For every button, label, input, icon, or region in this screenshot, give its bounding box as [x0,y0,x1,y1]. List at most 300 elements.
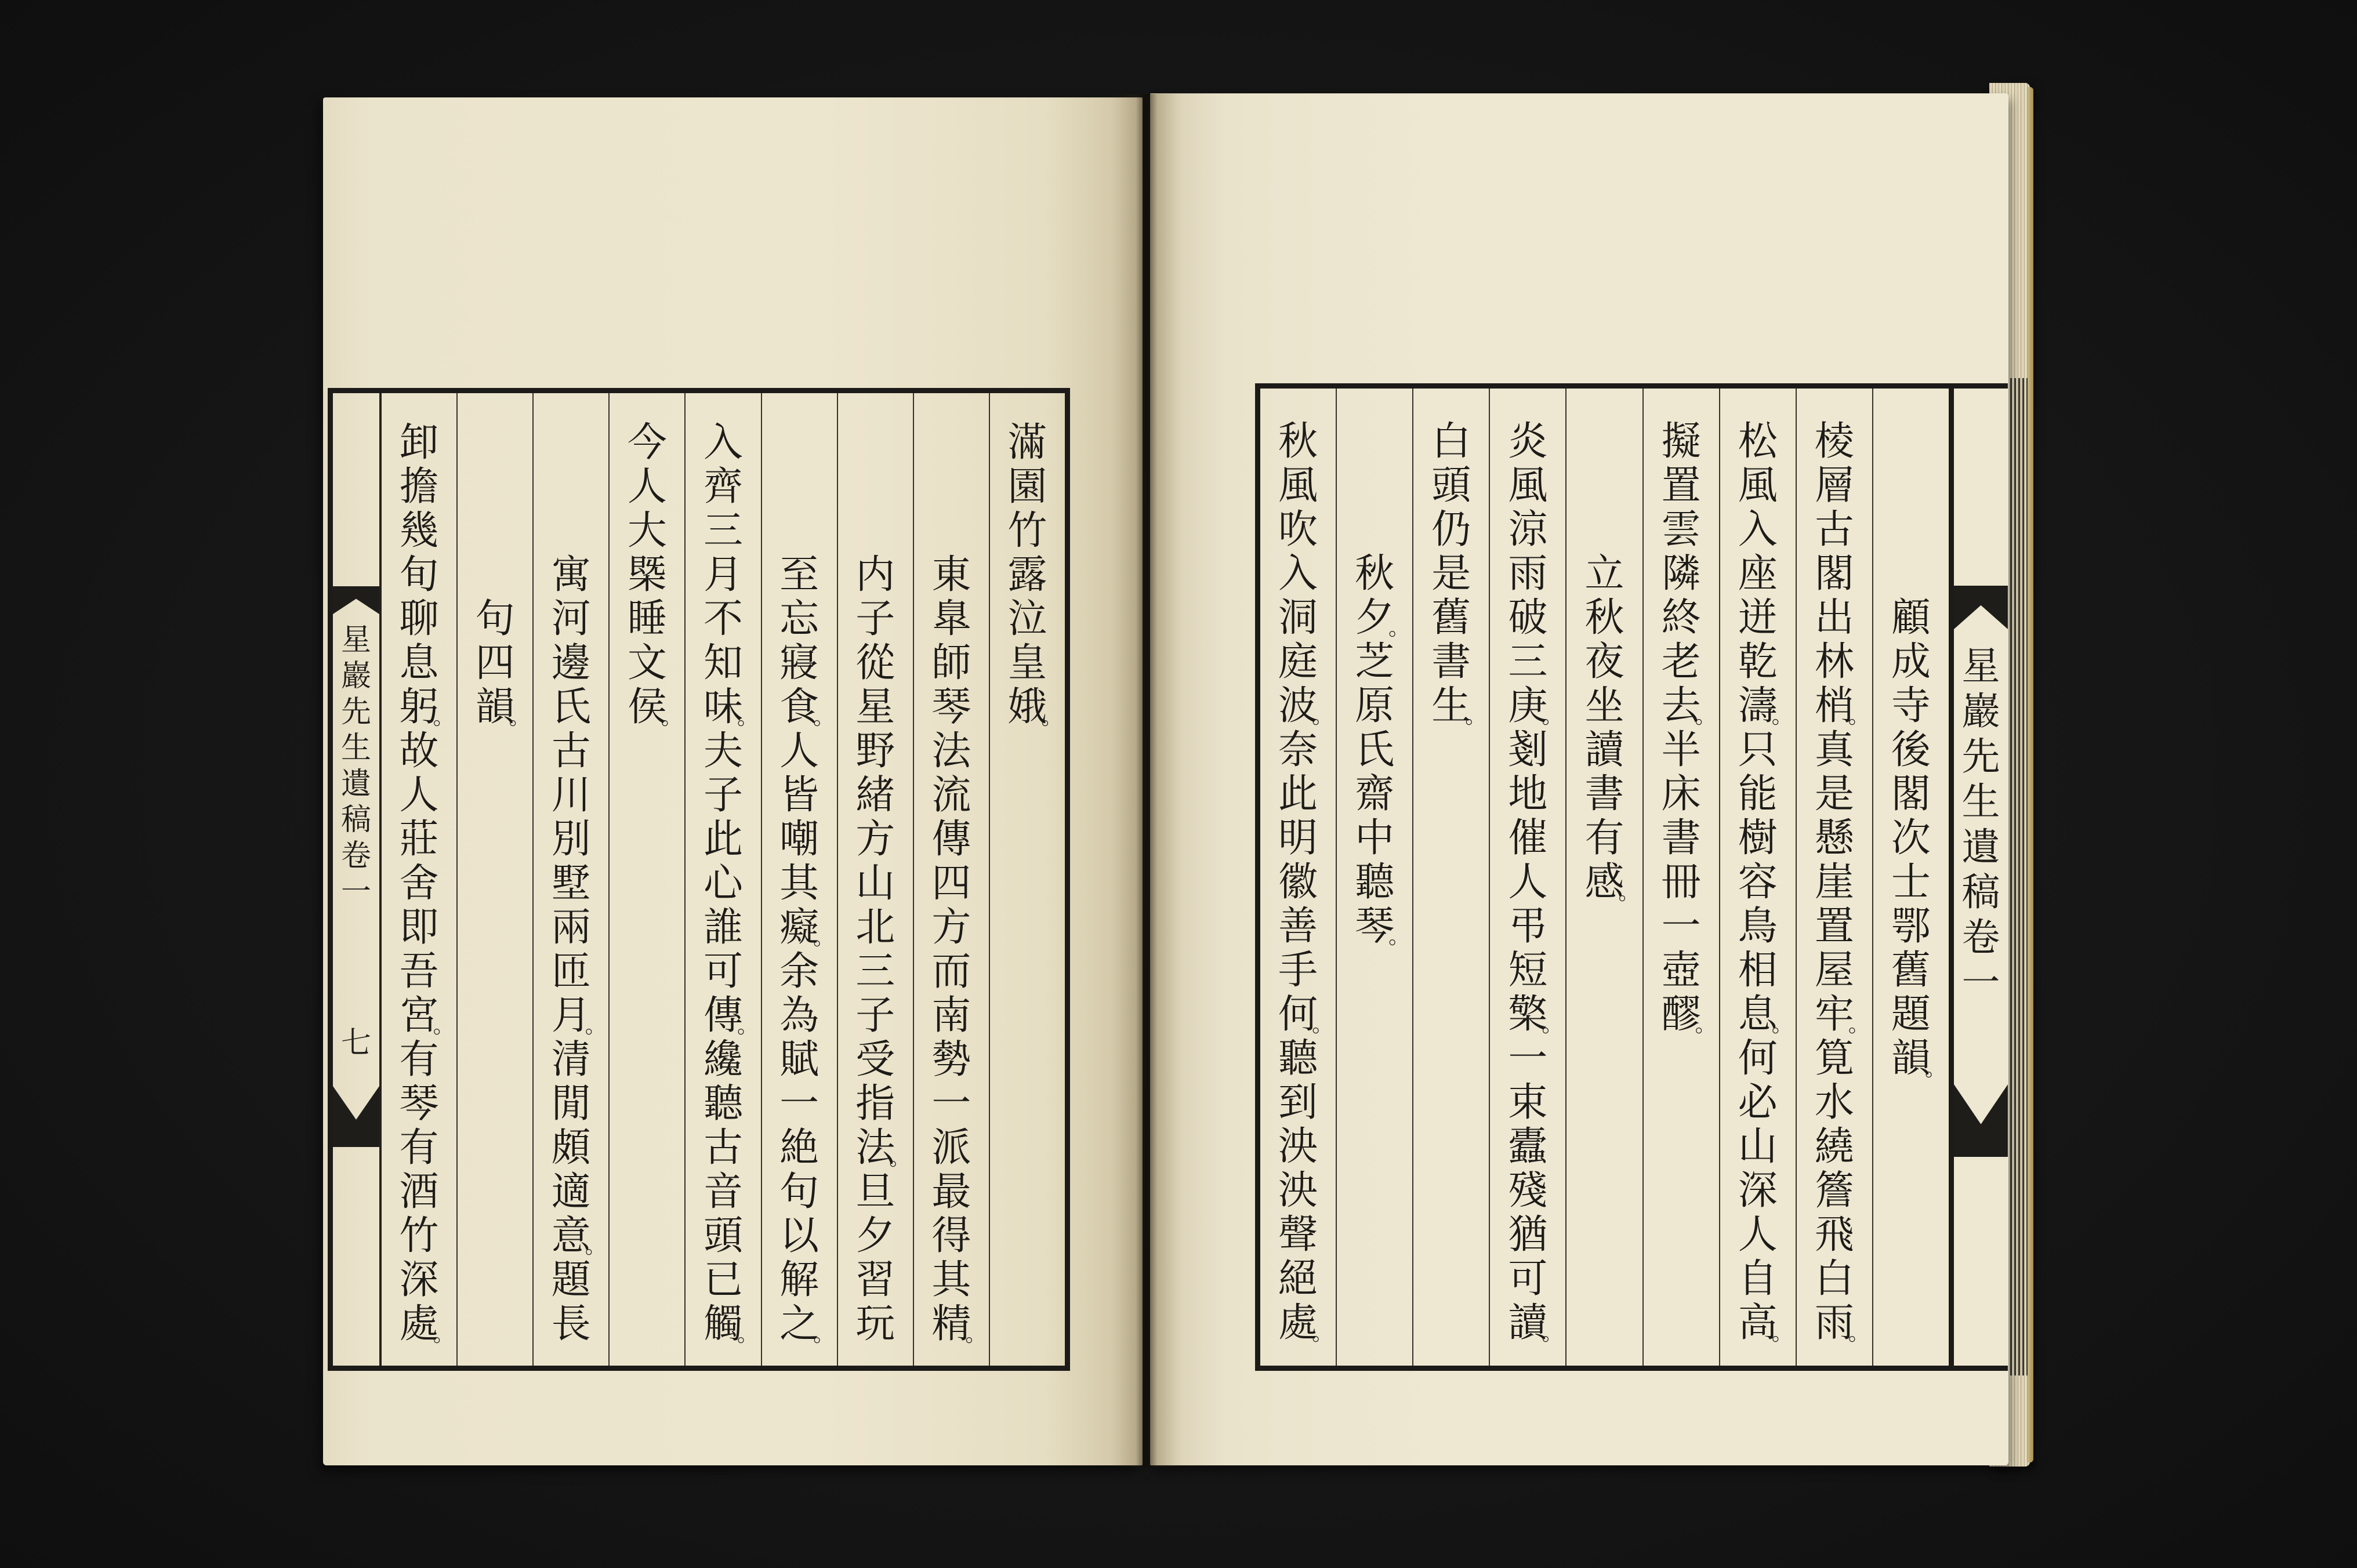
character: 泱 [1278,1124,1318,1170]
character: 河 [551,596,591,642]
character: 老 [1661,639,1701,685]
character: 氏 [551,684,591,730]
character: 頭 [703,1213,743,1259]
character: 波 。 [1278,683,1333,729]
character: 其 [931,1257,971,1303]
character: 芝 [1355,639,1395,685]
character: 娥 。 [1007,684,1063,730]
character: 琴 [399,1081,439,1127]
character: 書 [1431,639,1471,685]
character: 此 [1278,771,1318,817]
character: 入 [1738,507,1778,553]
character: 息 。 [1738,992,1793,1037]
character: 嘲 [779,816,819,862]
character: 一 [340,874,371,909]
text-column [610,393,686,1366]
character: 七 [340,1026,371,1061]
character: 擔 [399,464,439,510]
character: 齊 [703,464,743,510]
character: 有 [1584,815,1624,861]
character: 聽 [703,1081,743,1127]
character: 筧 [1814,1036,1854,1081]
character: 先 [1961,734,2000,779]
kuten-mark: 。 [737,1323,759,1346]
character: 三 [1508,639,1548,685]
character: 手 [1278,948,1318,993]
character: 束 [1508,1080,1548,1126]
character: 一 [1961,960,2000,1005]
character: 相 [1738,948,1778,993]
character: 文 [627,640,667,686]
character: 宮 。 [399,993,454,1039]
character: 派 [931,1125,971,1171]
character: 野 [855,728,895,774]
character: 竹 [399,1213,439,1259]
character: 隣 [1661,551,1701,597]
character: 吹 [1278,507,1318,553]
character: 何 。 [1278,992,1333,1037]
character: 秋 [1355,551,1395,597]
kuten-mark: 。 [1312,705,1333,728]
character: 人 [399,772,439,818]
character: 深 [1738,1168,1778,1214]
character: 四 [931,861,971,906]
character: 人 [1508,859,1548,905]
kuten-mark: 。 [1771,1013,1793,1037]
text-column [686,393,762,1366]
kuten-mark: 。 [813,706,835,729]
character: 遺 [340,767,371,801]
character: 内 [855,552,895,598]
character: 置 [1814,903,1854,949]
kuten-mark: 。 [1542,705,1563,728]
character: 白 [1431,419,1471,464]
character: 破 [1508,595,1548,641]
character: 古 [703,1125,743,1171]
kuten-mark: 。 [1771,1322,1793,1345]
character: 以 [779,1213,819,1259]
character: 心 [703,861,743,906]
character: 風 [1278,463,1318,509]
character: 星 [855,684,895,730]
character: 癡 。 [779,905,835,950]
character: 子 [855,993,895,1039]
character: 吾 [399,949,439,994]
character: 忘 [779,596,819,642]
character: 臯 [931,596,971,642]
character: 卸 [399,420,439,466]
text-column [1797,389,1873,1366]
kuten-mark: 。 [1465,705,1486,728]
character: 題 [1891,992,1931,1037]
text-column [1413,389,1490,1366]
character: 知 [703,640,743,686]
character: 巖 [340,659,371,694]
character: 琴 [931,684,971,730]
character: 指 [855,1081,895,1127]
kuten-mark: 。 [1312,1322,1333,1345]
character: 韻 。 [1891,1036,1946,1081]
gutter-shadow [1111,94,1183,1467]
character: 最 [931,1169,971,1215]
character: 雲 [1661,507,1701,553]
right-text-columns [1260,389,1949,1366]
text-column [762,393,838,1366]
character: 三 [703,508,743,554]
character: 皇 [1007,640,1047,686]
kuten-mark: 。 [433,706,454,729]
character: 舊 [1431,595,1471,641]
character: 容 [1738,859,1778,905]
kuten-mark: 。 [813,1323,835,1346]
character: 閒 [551,1081,591,1127]
character: 可 [1508,1256,1548,1302]
right-banxin [1954,383,2008,1371]
character: 庚 。 [1508,683,1563,729]
character: 勢 [931,1037,971,1083]
character: 剗 [1508,727,1548,773]
character: 地 [1508,771,1548,817]
text-column [1873,389,1949,1366]
character: 句 [475,596,515,642]
character: 星 [340,623,371,658]
character: 四 [475,640,515,686]
character: 誰 [703,905,743,950]
character: 兩 [551,905,591,950]
character: 即 [399,905,439,950]
character: 入 [703,420,743,466]
character: 短 [1508,948,1548,993]
kuten-mark: 。 [1848,705,1869,728]
character: 成 [1891,639,1931,685]
character: 半 [1661,727,1701,773]
character: 閣 [1891,771,1931,817]
text-column [534,393,610,1366]
left-text-columns [382,393,1065,1366]
character: 味 。 [703,684,759,730]
character: 寓 [551,552,591,598]
character: 人 [1738,1212,1778,1258]
character: 泱 [1278,1168,1318,1214]
text-column [990,393,1065,1366]
character: 庭 [1278,639,1318,685]
character: 睡 [627,596,667,642]
character: 寢 [779,640,819,686]
character: 題 [551,1257,591,1303]
character: 從 [855,640,895,686]
character: 大 [627,508,667,554]
character: 冊 [1661,859,1701,905]
character: 是 [1814,771,1854,817]
character: 生 [1961,779,2000,824]
character: 舍 [399,861,439,906]
character: 琴 。 [1355,903,1410,949]
character: 先 [340,695,371,729]
page-fore-edge [2028,87,2033,1462]
character: 適 [551,1169,591,1215]
character: 醪 。 [1661,992,1716,1037]
text-column [1260,389,1337,1366]
character: 終 [1661,595,1701,641]
character: 遺 [1961,825,2000,869]
fishtail-mark [1954,586,2008,629]
character: 可 [703,949,743,994]
character: 音 [703,1169,743,1215]
kuten-mark: 。 [1041,706,1063,729]
character: 古 [1814,507,1854,553]
character: 中 [1355,815,1395,861]
character: 有 [399,1125,439,1171]
character: 立 [1584,551,1624,597]
banxin-title [1954,644,2008,1006]
character: 處 。 [399,1301,454,1347]
character: 一 [931,1081,971,1127]
character: 邊 [551,640,591,686]
character: 稿 [340,803,371,837]
character: 出 [1814,595,1854,641]
character: 催 [1508,815,1548,861]
character: 一 [1661,903,1701,949]
character: 句 [779,1169,819,1215]
character: 秋 [1278,419,1318,464]
character: 頭 [1431,463,1471,509]
kuten-mark: 。 [585,1235,606,1258]
character: 弔 [1508,903,1548,949]
text-column [1720,389,1797,1366]
character: 習 [855,1257,895,1303]
character: 不 [703,596,743,642]
character: 屋 [1814,948,1854,993]
character: 幾 [399,508,439,554]
character: 故 [399,728,439,774]
character: 子 [703,772,743,818]
character: 舊 [1891,948,1931,993]
character: 山 [1738,1124,1778,1170]
character: 樹 [1738,815,1778,861]
text-column [838,393,914,1366]
character: 層 [1814,463,1854,509]
character: 食 。 [779,684,835,730]
character: 置 [1661,463,1701,509]
character: 次 [1891,815,1931,861]
character: 夫 [703,728,743,774]
character: 殘 [1508,1168,1548,1214]
character: 檠 。 [1508,992,1563,1037]
character: 去 。 [1661,683,1716,729]
character: 匝 [551,949,591,994]
character: 明 [1278,815,1318,861]
character: 山 [855,861,895,906]
kuten-mark: 。 [889,1146,911,1170]
character: 寺 [1891,683,1931,729]
character: 懸 [1814,815,1854,861]
character: 墅 [551,861,591,906]
kuten-mark: 。 [1695,1013,1716,1037]
kuten-mark: 。 [1542,1013,1563,1037]
character: 擬 [1661,419,1701,464]
character: 聽 [1355,859,1395,905]
character: 星 [1961,644,2000,688]
kuten-mark: 。 [737,706,759,729]
kuten-mark: 。 [1848,1322,1869,1345]
character: 讀 。 [1508,1300,1563,1346]
character: 簷 [1814,1168,1854,1214]
text-column [458,393,534,1366]
character: 旬 [399,552,439,598]
character: 酒 [399,1169,439,1215]
kuten-mark: 。 [1618,881,1640,905]
kuten-mark: 。 [1388,616,1410,640]
kuten-mark: 。 [813,926,835,950]
character: 原 [1355,683,1395,729]
character: 床 [1661,771,1701,817]
character: 聲 [1278,1212,1318,1258]
kuten-mark: 。 [509,706,530,729]
character: 書 [1584,771,1624,817]
character: 徽 [1278,859,1318,905]
character: 息 [399,640,439,686]
kuten-mark: 。 [737,1014,759,1038]
character: 善 [1278,903,1318,949]
left-text-frame [328,388,1070,1371]
fishtail-mark [1954,1084,2008,1157]
character: 真 [1814,727,1854,773]
character: 深 [399,1257,439,1303]
character: 傳 。 [703,993,759,1039]
character: 松 [1738,419,1778,464]
character: 卷 [340,839,371,873]
character: 人 [779,728,819,774]
character: 閣 [1814,551,1854,597]
kuten-mark: 。 [1695,705,1716,728]
character: 棱 [1814,419,1854,464]
character: 是 [1431,551,1471,597]
character: 梢 。 [1814,683,1869,729]
character: 人 [627,464,667,510]
character: 方 [855,816,895,862]
character: 其 [779,861,819,906]
character: 已 [703,1257,743,1303]
character: 緒 [855,772,895,818]
kuten-mark: 。 [661,706,682,729]
character: 只 [1738,727,1778,773]
character: 座 [1738,551,1778,597]
character: 能 [1738,771,1778,817]
character: 月 [703,552,743,598]
character: 夜 [1584,639,1624,685]
character: 子 [855,596,895,642]
character: 顧 [1891,595,1931,641]
character: 高 。 [1738,1300,1793,1346]
character: 猶 [1508,1212,1548,1258]
left-banxin [333,393,382,1366]
character: 一 [1508,1036,1548,1081]
character: 玩 [855,1301,895,1347]
text-column [1337,389,1413,1366]
character: 處 。 [1278,1300,1333,1346]
character: 生 [340,731,371,765]
character: 精 。 [931,1301,987,1347]
character: 旦 [855,1169,895,1215]
kuten-mark: 。 [1924,1057,1946,1081]
character: 傳 [931,816,971,862]
character: 北 [855,905,895,950]
character: 竹 [1007,508,1047,554]
character: 自 [1738,1256,1778,1302]
kuten-mark: 。 [1848,1013,1869,1037]
character: 林 [1814,639,1854,685]
character: 坐 [1584,683,1624,729]
character: 齋 [1355,771,1395,817]
page-number [333,1025,379,1061]
character: 賦 [779,1037,819,1083]
character: 侯 。 [627,684,682,730]
character: 夕 [855,1213,895,1259]
character: 方 [931,905,971,950]
text-column [1490,389,1567,1366]
character: 繞 [1814,1124,1854,1170]
character: 躬 。 [399,684,454,730]
character: 解 [779,1257,819,1303]
character: 受 [855,1037,895,1083]
character: 意 。 [551,1213,606,1259]
kuten-mark: 。 [433,1014,454,1038]
character: 白 [1814,1256,1854,1302]
character: 後 [1891,727,1931,773]
character: 頗 [551,1125,591,1171]
character: 聊 [399,596,439,642]
character: 韻 。 [475,684,530,730]
character: 滿 [1007,420,1047,466]
character: 至 [779,552,819,598]
character: 炎 [1508,419,1548,464]
character: 月 。 [551,993,606,1039]
character: 到 [1278,1080,1318,1126]
character: 園 [1007,464,1047,510]
character: 露 [1007,552,1047,598]
text-column [1567,389,1643,1366]
character: 而 [931,949,971,994]
character: 生 。 [1431,683,1486,729]
kuten-mark: 。 [433,1323,454,1346]
right-text-frame [1255,383,1954,1371]
character: 士 [1891,859,1931,905]
character: 洞 [1278,595,1318,641]
character: 泣 [1007,596,1047,642]
fishtail-mark [333,1086,379,1147]
kuten-mark: 。 [965,1323,987,1346]
character: 書 [1661,815,1701,861]
character: 秋 [1584,595,1624,641]
character: 稿 [1961,870,2000,914]
character: 古 [551,728,591,774]
character: 余 [779,949,819,994]
character: 風 [1738,463,1778,509]
character: 水 [1814,1080,1854,1126]
character: 皆 [779,772,819,818]
character: 聽 [1278,1036,1318,1081]
kuten-mark: 。 [1771,705,1793,728]
character: 壺 [1661,948,1701,993]
character: 牢 。 [1814,992,1869,1037]
character: 濤 。 [1738,683,1793,729]
character: 風 [1508,463,1548,509]
kuten-mark: 。 [1542,1322,1563,1345]
character: 南 [931,993,971,1039]
character: 奈 [1278,727,1318,773]
character: 夕 。 [1355,595,1410,641]
character: 師 [931,640,971,686]
